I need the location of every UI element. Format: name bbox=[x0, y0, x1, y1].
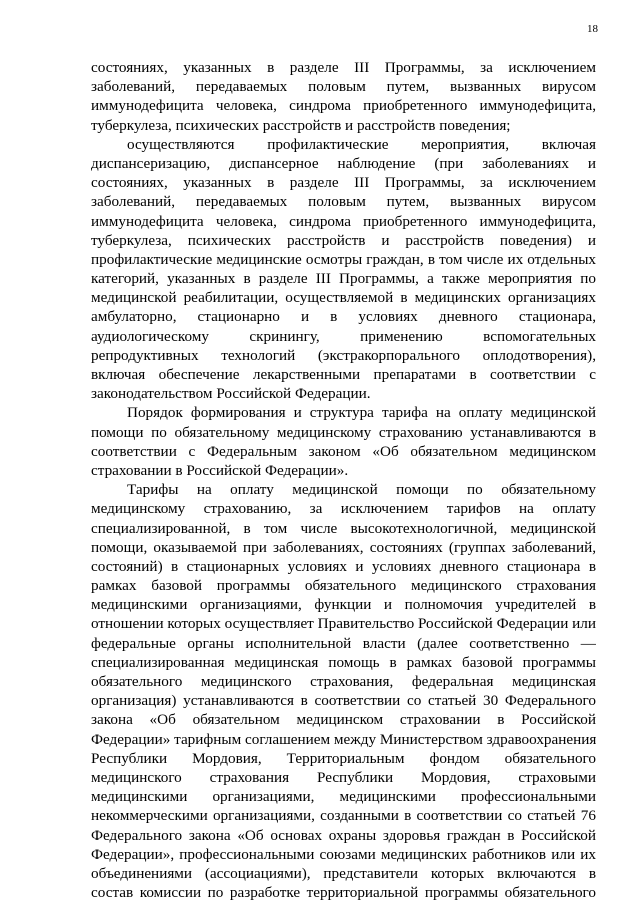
text-line: заболеваний, передаваемых половым путем, вызванных вирусом bbox=[91, 78, 596, 96]
text-line: аудиологическому скринингу, применению вспомогательных bbox=[91, 327, 596, 345]
document-body bbox=[91, 58, 596, 902]
text-line: объединениями (ассоциациями), представители которых включаются в bbox=[91, 864, 596, 882]
text-line: состояний) в стационарных условиях и условиях дневного стационара в bbox=[91, 557, 596, 575]
text-line: репродуктивных технологий (экстракорпорального оплодотворения), bbox=[91, 346, 596, 364]
text-line: состояниях, указанных в разделе III Программы, за исключением bbox=[91, 174, 596, 192]
text-line: соответствии с Федеральным законом «Об обязательном медицинском bbox=[91, 442, 596, 460]
text-line: иммунодефицита человека, синдрома приобретенного иммунодефицита, bbox=[91, 212, 596, 230]
text-line: медицинской реабилитации, осуществляемой в медицинских организациях bbox=[91, 289, 596, 307]
text-line: некоммерческими организациями, созданными в соответствии со статьей 76 bbox=[91, 807, 596, 825]
text-line: помощи по обязательному медицинскому страхованию устанавливаются в bbox=[91, 423, 596, 441]
text-line: профилактические медицинские осмотры граждан, в том числе их отдельных bbox=[91, 250, 596, 268]
text-line: категорий, указанных в разделе III Программы, а также мероприятия по bbox=[91, 270, 596, 288]
text-line: медицинскими организациями, медицинскими профессиональными bbox=[91, 788, 596, 806]
text-line: специализированная медицинская помощь в рамках базовой программы bbox=[91, 653, 596, 671]
text-line: закона «Об обязательном медицинском страховании в Российской bbox=[91, 711, 596, 729]
text-line: обязательного медицинского страхования, федеральная медицинская bbox=[91, 673, 596, 690]
text-line: заболеваний, передаваемых половым путем, вызванных вирусом bbox=[91, 193, 596, 211]
text-line: страховании в Российской Федерации». bbox=[91, 461, 349, 479]
text-line: Федерального закона «Об основах охраны здоровья граждан в Российской bbox=[91, 826, 596, 844]
text-line: специализированной, в том числе высокотехнологичной, медицинской bbox=[91, 519, 596, 537]
text-line: федеральные органы исполнительной власти (далее соответственно — bbox=[91, 634, 596, 652]
text-line: Порядок формирования и структура тарифа на оплату медицинской bbox=[127, 404, 596, 422]
text-line: рамках базовой программы обязательного медицинского страхования bbox=[91, 577, 596, 595]
text-line: медицинскими организациями, функции и полномочия учредителей в bbox=[91, 596, 596, 614]
text-line: состав комиссии по разработке территориальной программы обязательного bbox=[91, 884, 596, 902]
text-line: Федерации», профессиональными союзами медицинских работников или их bbox=[91, 845, 596, 863]
text-line: диспансеризацию, диспансерное наблюдение (при заболеваниях и bbox=[91, 154, 596, 172]
text-line: осуществляются профилактические мероприятия, включая bbox=[127, 135, 596, 153]
text-line: Тарифы на оплату медицинской помощи по обязательному bbox=[127, 481, 596, 499]
text-line: помощи, оказываемой при заболеваниях, состояниях (группах заболеваний, bbox=[91, 538, 596, 556]
text-line: Федерации» тарифным соглашением между Министерством здравоохранения bbox=[91, 730, 596, 748]
text-line: включая обеспечение лекарственными препаратами в соответствии с bbox=[91, 366, 596, 383]
text-line: амбулаторно, стационарно и в условиях дневного стационара, bbox=[91, 308, 596, 326]
text-line: туберкулеза, психических расстройств и расстройств поведения; bbox=[91, 116, 511, 134]
text-line: туберкулеза, психических расстройств и расстройств поведения) и bbox=[91, 231, 596, 249]
page-number: 18 bbox=[587, 23, 598, 35]
text-line: медицинскому страхованию, за исключением тарифов на оплату bbox=[91, 500, 596, 518]
text-line: Республики Мордовия, Территориальным фондом обязательного bbox=[91, 749, 596, 767]
text-line: состояниях, указанных в разделе III Программы, за исключением bbox=[91, 59, 596, 76]
text-line: отношении которых осуществляет Правительство Российской Федерации или bbox=[91, 615, 596, 633]
text-line: медицинского страхования Республики Мордовия, страховыми bbox=[91, 768, 596, 786]
text-line: законодательством Российской Федерации. bbox=[91, 385, 371, 403]
text-line: иммунодефицита человека, синдрома приобретенного иммунодефицита, bbox=[91, 97, 596, 115]
text-line: организация) устанавливаются в соответствии со статьей 30 Федерального bbox=[91, 692, 596, 710]
